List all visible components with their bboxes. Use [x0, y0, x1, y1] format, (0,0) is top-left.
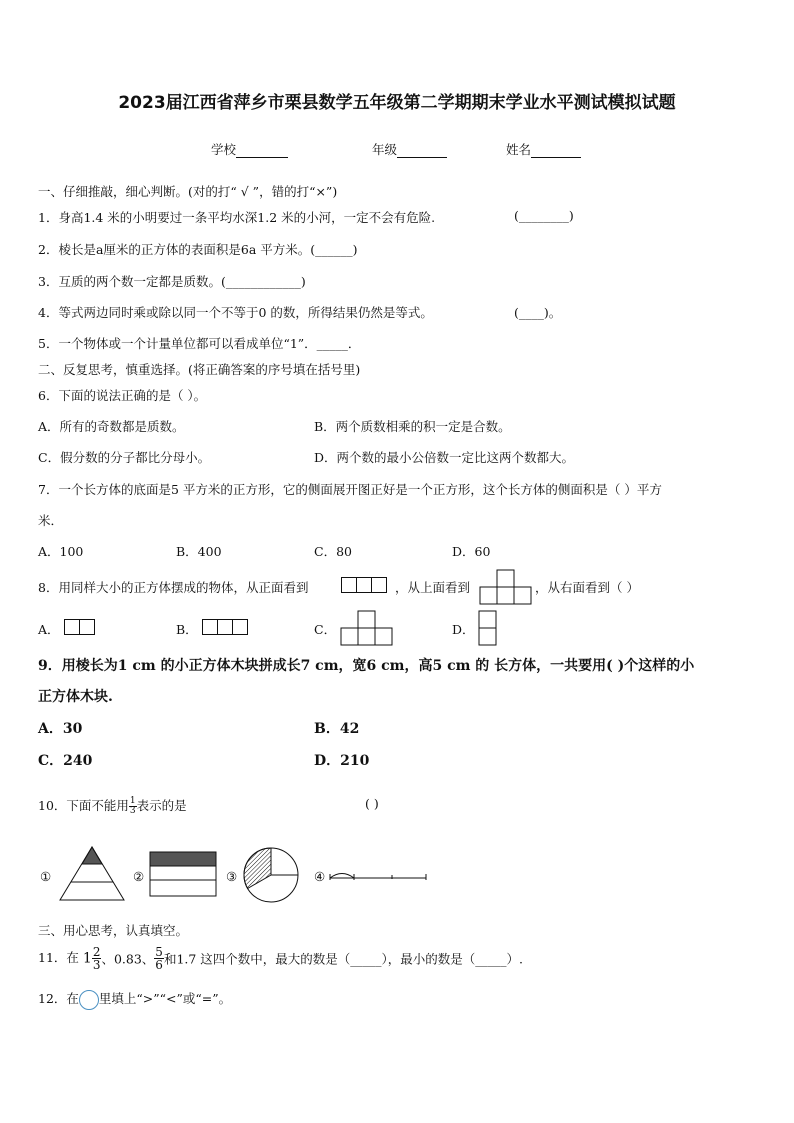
question-11-middle: 、0.83、 [101, 951, 155, 967]
question-8-prefix: 8．用同样大小的正方体摆成的物体，从正面看到 [38, 580, 309, 595]
fraction-denominator: 6 [155, 958, 163, 972]
question-4: 4．等式两边同时乘或除以同一个不等于0 的数，所得结果仍然是等式。 [38, 305, 433, 320]
question-1-answer[interactable]: (________) [514, 208, 574, 223]
figure-label-4[interactable]: ④ [314, 869, 326, 884]
rectangle-figure [149, 851, 217, 897]
figure-label-3[interactable]: ③ [226, 869, 238, 884]
question-12 [38, 989, 231, 1010]
school-field[interactable] [211, 140, 288, 158]
question-6-option-b[interactable]: B．两个质数相乘的积一定是合数。 [314, 419, 511, 434]
figure-label-2[interactable]: ② [133, 869, 145, 884]
question-2: 2．棱长是a厘米的正方体的表面积是6a 平方米。(______) [38, 242, 358, 257]
section1-heading: 一、仔细推敲，细心判断。(对的打“ √ ”，错的打“×”) [38, 184, 338, 199]
question-6-option-c[interactable]: C．假分数的分子都比分母小。 [38, 450, 211, 465]
section2-heading: 二、反复思考，慎重选择。(将正确答案的序号填在括号里) [38, 362, 361, 377]
fraction-one-third [129, 797, 137, 816]
blank-circle-icon[interactable] [79, 990, 99, 1010]
question-9-line1: 9．用棱长为1 cm 的小正方体木块拼成长7 cm，宽6 cm，高5 cm 的 长方体，一共要用( )个这样的小 [38, 658, 695, 674]
question-10-suffix: 表示的是 [136, 798, 187, 813]
question-3: 3．互质的两个数一定都是质数。(____________) [38, 274, 306, 289]
fraction-numerator: 2 [92, 945, 101, 959]
question-9-option-a[interactable]: A．30 [38, 721, 83, 737]
section3-heading: 三、用心思考，认真填空。 [38, 923, 189, 938]
question-9-option-c[interactable]: C．240 [38, 753, 93, 769]
question-7-line2: 米． [38, 513, 64, 528]
question-8-suffix: ，从右面看到（ ） [535, 580, 639, 595]
front-view-figure [341, 577, 387, 596]
question-9-option-b[interactable]: B．42 [314, 721, 360, 737]
question-5: 5．一个物体或一个计量单位都可以看成单位“1”．_____． [38, 336, 361, 351]
number-line-figure [328, 866, 428, 886]
question-9-option-d[interactable]: D．210 [314, 753, 370, 769]
question-7-option-d[interactable]: D．60 [452, 544, 491, 559]
grade-blank[interactable] [397, 142, 447, 158]
question-10-answer[interactable]: ( ) [365, 796, 379, 811]
fraction-numerator: 1 [129, 796, 136, 806]
question-12-suffix: 里填上“>”“<”或“=”。 [98, 991, 232, 1006]
question-6-option-a[interactable]: A．所有的奇数都是质数。 [38, 419, 185, 434]
school-label: 学校 [211, 142, 237, 157]
question-7-option-b[interactable]: B．400 [176, 544, 222, 559]
option-d-figure [479, 610, 497, 646]
question-8-option-d[interactable]: D． [452, 622, 475, 637]
name-blank[interactable] [531, 142, 581, 158]
question-6-option-d[interactable]: D．两个数的最小公倍数一定比这两个数都大。 [314, 450, 575, 465]
fraction-two-thirds [92, 946, 102, 971]
name-label: 姓名 [506, 142, 532, 157]
circle-figure [242, 846, 300, 904]
question-6: 6．下面的说法正确的是（ ）。 [38, 388, 207, 403]
figure-label-1[interactable]: ① [40, 869, 52, 884]
question-12-prefix: 12．在 [38, 991, 79, 1006]
grade-label: 年级 [372, 142, 398, 157]
question-7-line1: 7．一个长方体的底面是5 平方米的正方形，它的侧面展开图正好是一个正方形，这个长方体的侧面积是（ ）平方 [38, 482, 662, 497]
page-title: 2023届江西省萍乡市栗县数学五年级第二学期期末学业水平测试模拟试题 [118, 93, 676, 113]
question-7-option-a[interactable]: A．100 [38, 544, 84, 559]
question-7-option-c[interactable]: C．80 [314, 544, 352, 559]
school-blank[interactable] [236, 142, 288, 158]
question-8-option-c[interactable]: C． [314, 622, 337, 637]
question-4-answer[interactable]: (____)。 [514, 305, 562, 320]
fraction-denominator: 3 [129, 806, 136, 816]
question-10-prefix: 10．下面不能用 [38, 798, 129, 813]
question-11-prefix: 11．在 [38, 950, 79, 965]
question-11 [38, 946, 523, 971]
question-9-line2: 正方体木块. [38, 689, 113, 705]
fraction-five-sixths [154, 946, 164, 971]
question-10 [38, 796, 187, 816]
option-b-figure [202, 619, 248, 638]
top-view-figure [480, 569, 532, 605]
option-a-figure [64, 619, 95, 638]
mixed-number-whole: 1 [82, 950, 92, 967]
grade-field[interactable] [372, 140, 447, 158]
name-field[interactable] [506, 140, 581, 158]
triangle-figure [58, 845, 126, 901]
question-8-middle: ，从上面看到 [395, 580, 471, 595]
option-c-figure [341, 610, 393, 646]
fraction-numerator: 5 [155, 945, 163, 959]
question-11-suffix: 和1.7 这四个数中，最大的数是（_____），最小的数是（_____）. [163, 951, 524, 967]
question-8-option-a[interactable]: A． [38, 622, 60, 637]
question-1: 1．身高1.4 米的小明要过一条平均水深1.2 米的小河，一定不会有危险. [38, 210, 436, 225]
question-8-option-b[interactable]: B． [176, 622, 198, 637]
fraction-denominator: 3 [92, 958, 101, 972]
